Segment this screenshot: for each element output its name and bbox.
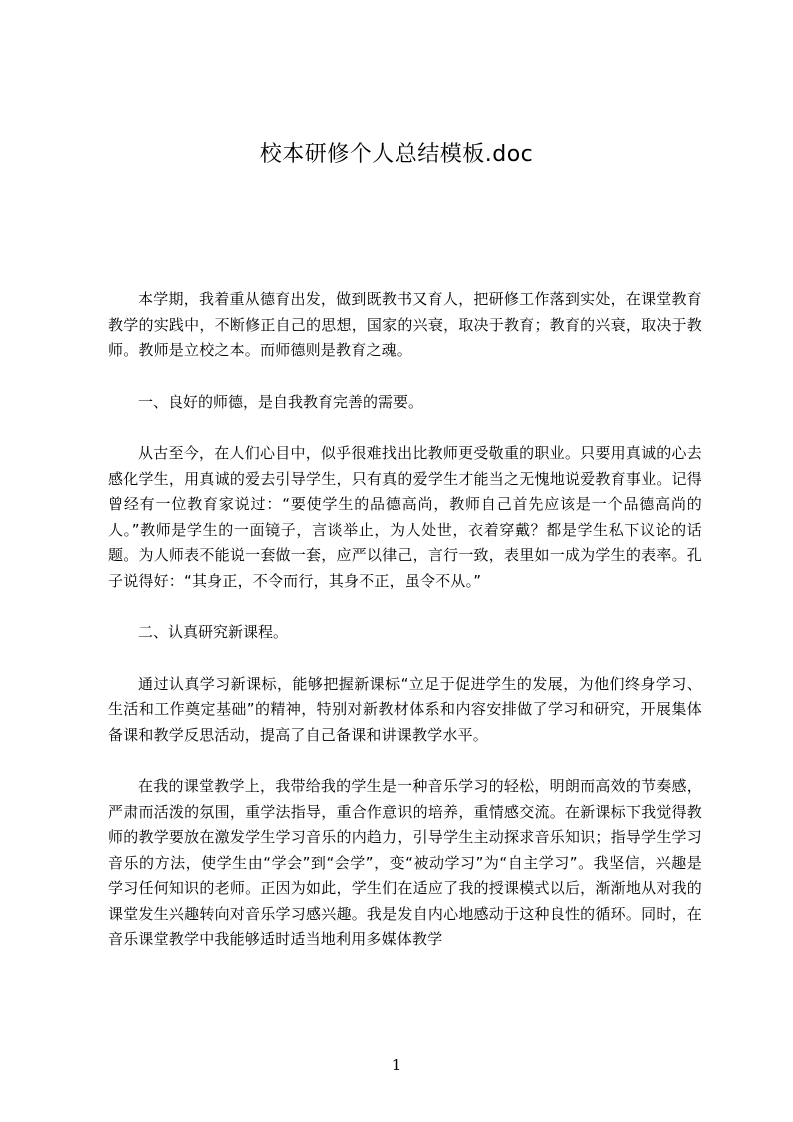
section-heading-2: 二、认真研究新课程。	[138, 623, 289, 641]
page-number: 1	[391, 1056, 402, 1074]
section-heading-1: 一、良好的师德，是自我教育完善的需要。	[138, 392, 424, 411]
paragraph-curriculum: 通过认真学习新课标，能够把握新课标“立足于促进学生的发展，为他们终身学习、生活和工作奠定基础”的精神，特别对新教材体系和内容安排做了学习和研究，开展集体备课和教学反思活动，提高了自己备课和讲课教学水平。	[108, 674, 702, 744]
paragraph-classroom: 在我的课堂教学上，我带给我的学生是一种音乐学习的轻松，明朗而高效的节奏感，严肃而活泼的氛围，重学法指导，重合作意识的培养，重情感交流。在新课标下我觉得教师的教学要放在激发学生学习音乐的内趋力，引导学生主动探求音乐知识；指导学生学习音乐的方法，使学生由“学会”到“会学”，变“被动学习”为“自主学习”。我坚信，兴趣是学习任何知识的老师。正因为如此，学生们在适应了我的授课模式以后，渐渐地从对我的课堂发生兴趣转向对音乐学习感兴趣。我是发自内心地感动于这种良性的循环。同时，在音乐课堂教学中我能够适时适当地利用多媒体教学	[108, 777, 702, 948]
document-title: 校本研修个人总结模板.doc	[259, 142, 534, 167]
paragraph-intro: 本学期，我着重从德育出发，做到既教书又育人，把研修工作落到实处，在课堂教育教学的实践中，不断修正自己的思想，国家的兴衰，取决于教育；教育的兴衰，取决于教师。教师是立校之本。而师德则是教育之魂。	[108, 290, 702, 359]
paragraph-ethics: 从古至今，在人们心目中，似乎很难找出比教师更受敬重的职业。只要用真诚的心去感化学生，用真诚的爱去引导学生，只有真的爱学生才能当之无愧地说爱教育事业。记得曾经有一位教育家说过：“要使学生的品德高尚，教师自己首先应该是一个品德高尚的人。”教师是学生的一面镜子，言谈举止，为人处世，衣着穿戴？都是学生私下议论的话题。为人师表不能说一套做一套，应严以律己，言行一致，表里如一成为学生的表率。孔子说得好：“其身正，不令而行，其身不正，虽令不从。”	[108, 444, 702, 590]
document-body	[108, 287, 702, 979]
